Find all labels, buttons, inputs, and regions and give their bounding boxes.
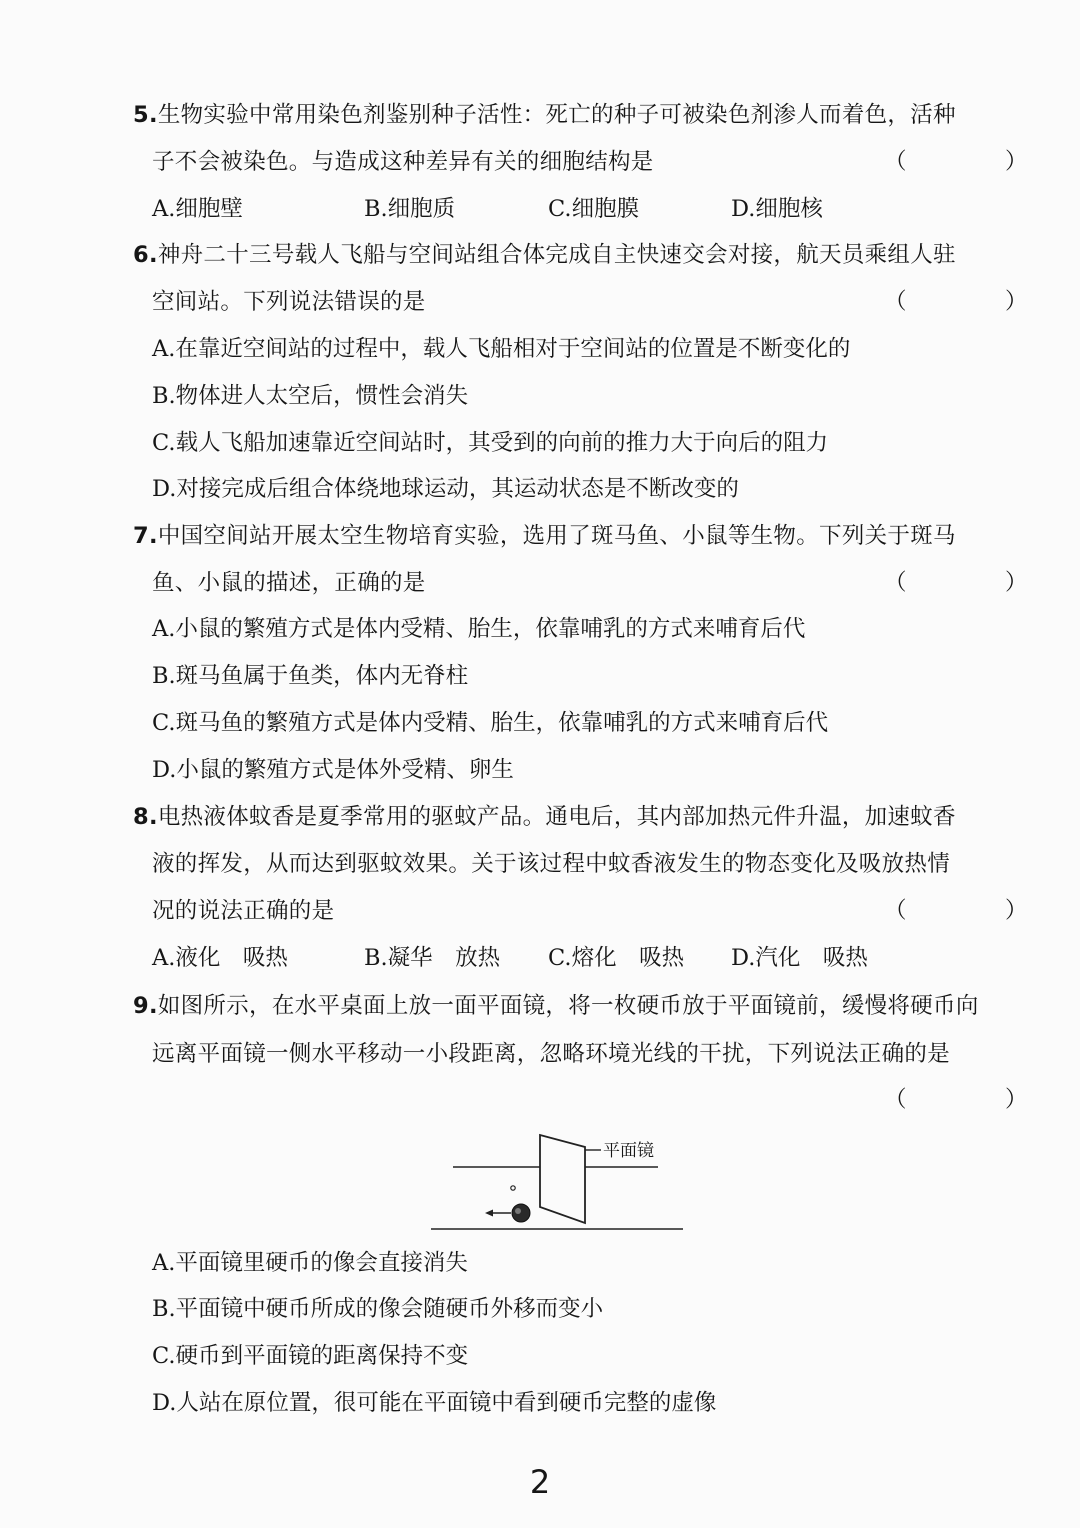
option-a: A.平面镜里硬币的像会直接消失 xyxy=(152,1250,468,1276)
option-d: D.人站在原位置，很可能在平面镜中看到硬币完整的虚像 xyxy=(152,1390,717,1416)
question-number: 7. xyxy=(133,523,158,549)
reference-dot xyxy=(511,1186,515,1190)
page-number: 2 xyxy=(529,1463,551,1501)
option-c: C.斑马鱼的繁殖方式是体内受精、胎生，依靠哺乳的方式来哺育后代 xyxy=(152,710,829,736)
answer-parentheses: （ ） xyxy=(884,570,1066,596)
answer-parentheses: （ ） xyxy=(884,149,1066,175)
answer-parentheses: （ ） xyxy=(884,289,1066,315)
option-b: B.细胞质 xyxy=(364,196,456,222)
option-d: D.小鼠的繁殖方式是体外受精、卵生 xyxy=(152,757,514,783)
answer-parentheses: （ ） xyxy=(884,898,1066,924)
option-c: C.硬币到平面镜的距离保持不变 xyxy=(152,1343,469,1369)
option-b: B.物体进人太空后，惯性会消失 xyxy=(152,383,469,409)
question-stem: 中国空间站开展太空生物培育实验，选用了斑马鱼、小鼠等生物。下列关于斑马 xyxy=(157,523,956,549)
mirror-label: 平面镜 xyxy=(603,1141,654,1161)
option-c: C.载人飞船加速靠近空间站时，其受到的向前的推力大于向后的阻力 xyxy=(152,430,829,456)
option-c: C.熔化 吸热 xyxy=(548,945,685,971)
option-b: B.凝华 放热 xyxy=(364,945,501,971)
question-6-line-1 xyxy=(133,240,956,270)
question-5-line-1 xyxy=(133,100,956,130)
plane-mirror xyxy=(540,1135,585,1223)
question-number: 8. xyxy=(133,804,158,830)
question-stem: 神舟二十三号载人飞船与空间站组合体完成自主快速交会对接，航天员乘组人驻 xyxy=(157,242,956,268)
option-c: C.细胞膜 xyxy=(548,196,640,222)
question-7-line-1 xyxy=(133,521,956,551)
answer-parentheses: （ ） xyxy=(884,1087,1066,1113)
question-number: 6. xyxy=(133,242,158,268)
option-d: D.汽化 吸热 xyxy=(731,945,868,971)
option-a: A.在靠近空间站的过程中，载人飞船相对于空间站的位置是不断变化的 xyxy=(152,336,851,362)
question-stem: 如图所示，在水平桌面上放一面平面镜，将一枚硬币放于平面镜前，缓慢将硬币向 xyxy=(157,993,979,1019)
option-a: A.液化 吸热 xyxy=(152,945,288,971)
question-number: 5. xyxy=(133,102,158,128)
question-5-line-2: 子不会被染色。与造成这种差异有关的细胞结构是 xyxy=(152,149,654,175)
option-b: B.斑马鱼属于鱼类，体内无脊柱 xyxy=(152,663,469,689)
option-d: D.细胞核 xyxy=(731,196,823,222)
mirror-coin-diagram xyxy=(425,1125,690,1235)
question-8-line-2: 液的挥发，从而达到驱蚊效果。关于该过程中蚊香液发生的物态变化及吸放热情 xyxy=(152,851,951,877)
arrow-head-icon xyxy=(485,1210,493,1217)
option-b: B.平面镜中硬币所成的像会随硬币外移而变小 xyxy=(152,1296,604,1322)
question-stem: 生物实验中常用染色剂鉴别种子活性：死亡的种子可被染色剂渗人而着色，活种 xyxy=(157,102,956,128)
question-8-line-3: 况的说法正确的是 xyxy=(152,898,335,924)
option-a: A.小鼠的繁殖方式是体内受精、胎生，依靠哺乳的方式来哺育后代 xyxy=(152,616,806,642)
coin xyxy=(512,1204,530,1222)
coin-highlight xyxy=(515,1208,521,1214)
option-a: A.细胞壁 xyxy=(152,196,243,222)
question-7-line-2: 鱼、小鼠的描述，正确的是 xyxy=(152,570,426,596)
question-number: 9. xyxy=(133,993,158,1019)
option-d: D.对接完成后组合体绕地球运动，其运动状态是不断改变的 xyxy=(152,476,739,502)
question-9-line-2: 远离平面镜一侧水平移动一小段距离，忽略环境光线的干扰，下列说法正确的是 xyxy=(152,1041,951,1067)
question-9-line-1 xyxy=(133,991,979,1021)
question-6-line-2: 空间站。下列说法错误的是 xyxy=(152,289,426,315)
question-8-line-1 xyxy=(133,802,956,832)
question-stem: 电热液体蚊香是夏季常用的驱蚊产品。通电后，其内部加热元件升温，加速蚊香 xyxy=(157,804,956,830)
